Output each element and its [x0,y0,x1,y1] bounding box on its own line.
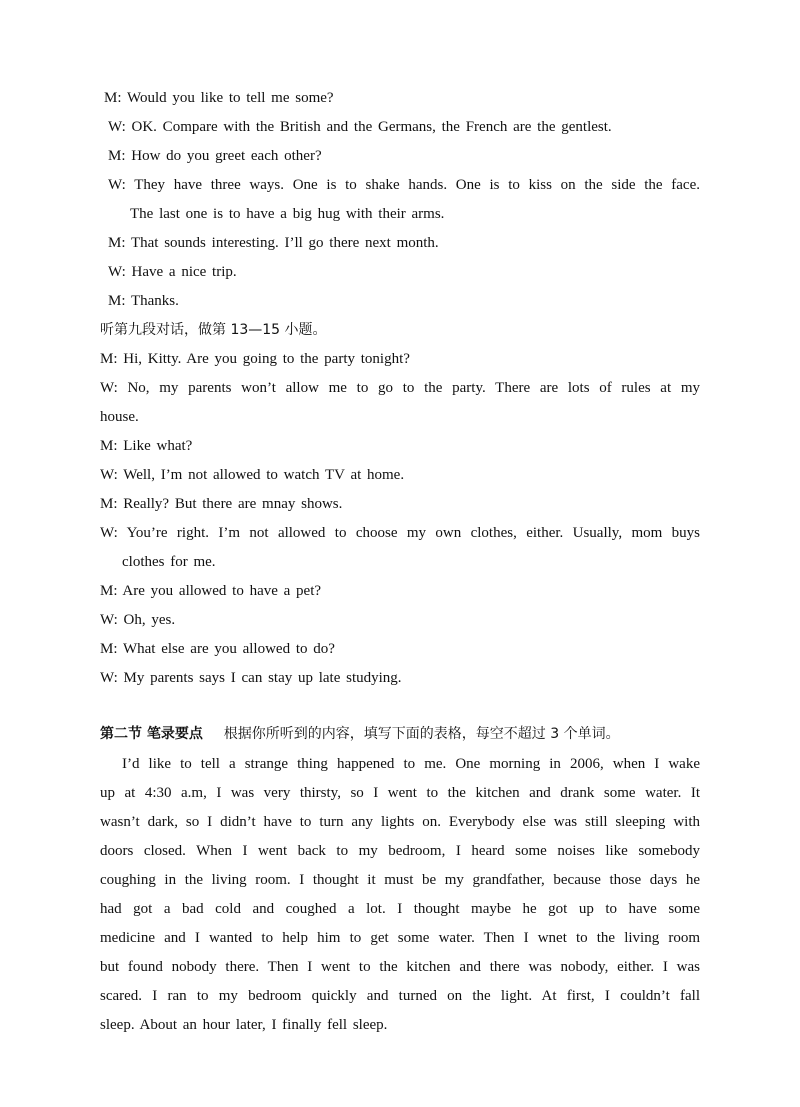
dialogue-line: M: What else are you allowed to do? [100,641,335,657]
dialogue-line: M: That sounds interesting. I’ll go there next month. [108,235,439,251]
passage-line: scared. I ran to my bedroom quickly and turned on the light. At first, I couldn’t fall [100,988,700,1004]
passage-line: coughing in the living room. I thought it must be my grandfather, because those days he [100,872,700,888]
dialogue-line: W: They have three ways. One is to shake hands. One is to kiss on the side the face. [108,177,700,193]
dialogue-line-continuation: house. [100,409,139,425]
section-two-instruction: 根据你所听到的内容，填写下面的表格，每空不超过 3 个单词。 [223,726,620,742]
dialogue-line: M: Really? But there are mnay shows. [100,496,343,512]
dialogue-line: M: Would you like to tell me some? [104,90,334,106]
passage-line: wasn’t dark, so I didn’t have to turn any lights on. Everybody else was still sleeping with [100,814,700,830]
section-two-heading [100,724,620,744]
dialogue-line: M: Like what? [100,438,193,454]
dialogue-line: M: Are you allowed to have a pet? [100,583,322,599]
passage-line: doors closed. When I went back to my bedroom, I heard some noises like somebody [100,843,700,859]
passage-line: sleep. About an hour later, I finally fell sleep. [100,1017,388,1033]
dialogue-line: W: Well, I’m not allowed to watch TV at home. [100,467,405,483]
passage-line: but found nobody there. Then I went to the kitchen and there was nobody, either. I was [100,959,700,975]
section-nine-instruction: 听第九段对话，做第 13—15 小题。 [100,322,327,338]
passage-line: had got a bad cold and coughed a lot. I thought maybe he got up to have some [100,901,700,917]
dialogue-line: W: OK. Compare with the British and the Germans, the French are the gentlest. [108,119,612,135]
dialogue-line: W: No, my parents won’t allow me to go to the party. There are lots of rules at my [100,380,700,396]
dialogue-line: W: Have a nice trip. [108,264,237,280]
dialogue-line: M: Thanks. [108,293,179,309]
passage-line: I’d like to tell a strange thing happened to me. One morning in 2006, when I wake [122,756,700,772]
dialogue-line: W: You’re right. I’m not allowed to choose my own clothes, either. Usually, mom buys [100,525,700,541]
section-two-title: 第二节 笔录要点 [100,726,203,742]
dialogue-line: W: My parents says I can stay up late studying. [100,670,402,686]
passage-line: medicine and I wanted to help him to get some water. Then I wnet to the living room [100,930,700,946]
dialogue-line-continuation: clothes for me. [122,554,216,570]
dialogue-line-continuation: The last one is to have a big hug with their arms. [130,206,445,222]
passage-line: up at 4:30 a.m, I was very thirsty, so I went to the kitchen and drank some water. It [100,785,700,801]
dialogue-line: M: Hi, Kitty. Are you going to the party tonight? [100,351,410,367]
dialogue-line: M: How do you greet each other? [108,148,322,164]
dialogue-line: W: Oh, yes. [100,612,176,628]
